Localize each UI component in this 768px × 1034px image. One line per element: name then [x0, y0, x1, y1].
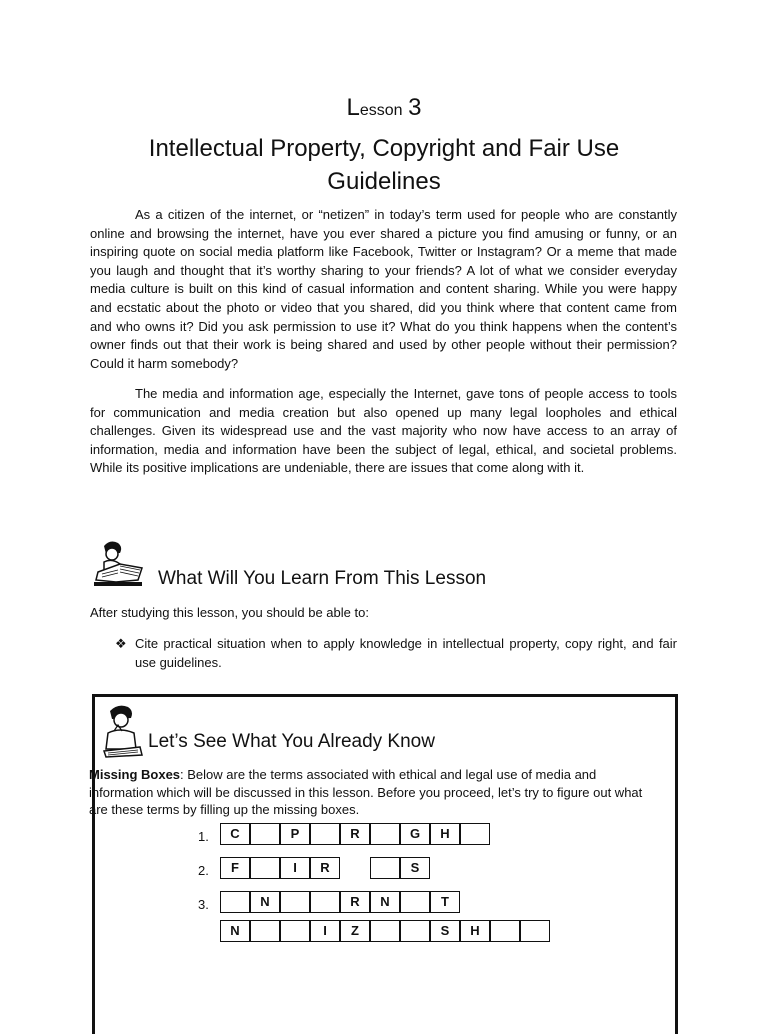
puzzle-cell-empty[interactable]: [460, 823, 490, 845]
puzzle-row-number: 2.: [198, 863, 209, 878]
missing-boxes-text: : Below are the terms associated with ethical and legal use of media and information which will be discussed in this lesson. Before you proceed, let’s try to figure out what are these terms by filling up the missing boxes.: [89, 767, 643, 817]
learn-intro: After studying this lesson, you should be able to:: [90, 605, 369, 620]
puzzle-cell-filled: Z: [340, 920, 370, 942]
puzzle-cell-empty[interactable]: [310, 891, 340, 913]
know-heading: Let’s See What You Already Know: [148, 731, 435, 752]
puzzle-cell-filled: P: [280, 823, 310, 845]
intro-paragraph-2: The media and information age, especially the Internet, gave tons of people access to tools for communication and media creation but also opened up many legal loopholes and ethical challenges. Given its widespread use and the vast majority who now have access to an array of information, media and information have been the subject of legal, ethical, and societal problems. While its positive implications are undeniable, there are issues that come along with it.: [90, 386, 677, 476]
intro-paragraph-1: As a citizen of the internet, or “netizen” in today’s term used for people who are constantly online and browsing the internet, have you ever shared a picture you find amusing or funny, or an inspiring quote on social media platform like Facebook, Twitter or Instagram? Or a meme that made you laugh and thought that it’s worthy sharing to your friends? A lot of what we consider everyday media culture is built on this kind of casual information and content sharing. While you were happy and ecstatic about the photo or video that you shared, did you think where that content came from and who owns it? Did you ask permission to use it? What do you think happens when the content’s owner finds out that their work is being shared and used by other people without their permission? Could it harm somebody?: [90, 207, 677, 371]
lesson-word: esson: [359, 102, 403, 119]
student-reading-icon: [90, 538, 146, 588]
puzzle-row-number: 3.: [198, 897, 209, 912]
missing-boxes-instructions: [89, 766, 649, 819]
puzzle-cell-empty[interactable]: [520, 920, 550, 942]
puzzle-cell-filled: R: [310, 857, 340, 879]
puzzle-cell-filled: I: [280, 857, 310, 879]
page-title: Intellectual Property, Copyright and Fair Use Guidelines: [148, 135, 620, 195]
puzzle-cell-filled: N: [370, 891, 400, 913]
puzzle-cell-empty[interactable]: [400, 891, 430, 913]
puzzle-cell-empty[interactable]: [370, 823, 400, 845]
puzzle-cell-filled: R: [340, 891, 370, 913]
puzzle-cell-filled: C: [220, 823, 250, 845]
puzzle-cell-filled: G: [400, 823, 430, 845]
puzzle-cell-empty[interactable]: [250, 857, 280, 879]
puzzle-cell-filled: N: [220, 920, 250, 942]
learn-heading: What Will You Learn From This Lesson: [158, 568, 487, 589]
puzzle-cell-empty[interactable]: [280, 891, 310, 913]
puzzle-cell-empty[interactable]: [490, 920, 520, 942]
lesson-number: 3: [408, 94, 422, 121]
puzzle-row-number: 1.: [198, 829, 209, 844]
learn-bullet: [115, 634, 677, 672]
puzzle-cell-filled: R: [340, 823, 370, 845]
lesson-label: [0, 94, 768, 122]
puzzle-cell-filled: I: [310, 920, 340, 942]
missing-boxes-label: Missing Boxes: [89, 767, 181, 782]
puzzle-cell-filled: H: [430, 823, 460, 845]
puzzle-cell-empty[interactable]: [370, 857, 400, 879]
puzzle-cell-empty[interactable]: [400, 920, 430, 942]
puzzle-cell-empty[interactable]: [220, 891, 250, 913]
puzzle-cell-filled: T: [430, 891, 460, 913]
puzzle-cell-empty[interactable]: [250, 823, 280, 845]
lesson-initial: L: [346, 94, 360, 121]
student-thinking-icon: [100, 703, 146, 759]
puzzle-cell-empty[interactable]: [370, 920, 400, 942]
diamond-bullet-icon: ❖: [115, 636, 127, 651]
puzzle-cell-empty[interactable]: [280, 920, 310, 942]
puzzle-cell-empty[interactable]: [250, 920, 280, 942]
puzzle-cell-filled: H: [460, 920, 490, 942]
puzzle-cell-filled: N: [250, 891, 280, 913]
learn-bullet-text: Cite practical situation when to apply knowledge in intellectual property, copy right, and fair use guidelines.: [135, 636, 677, 670]
puzzle-cell-filled: S: [400, 857, 430, 879]
puzzle-cell-filled: F: [220, 857, 250, 879]
puzzle-cell-filled: S: [430, 920, 460, 942]
puzzle-cell-empty[interactable]: [310, 823, 340, 845]
